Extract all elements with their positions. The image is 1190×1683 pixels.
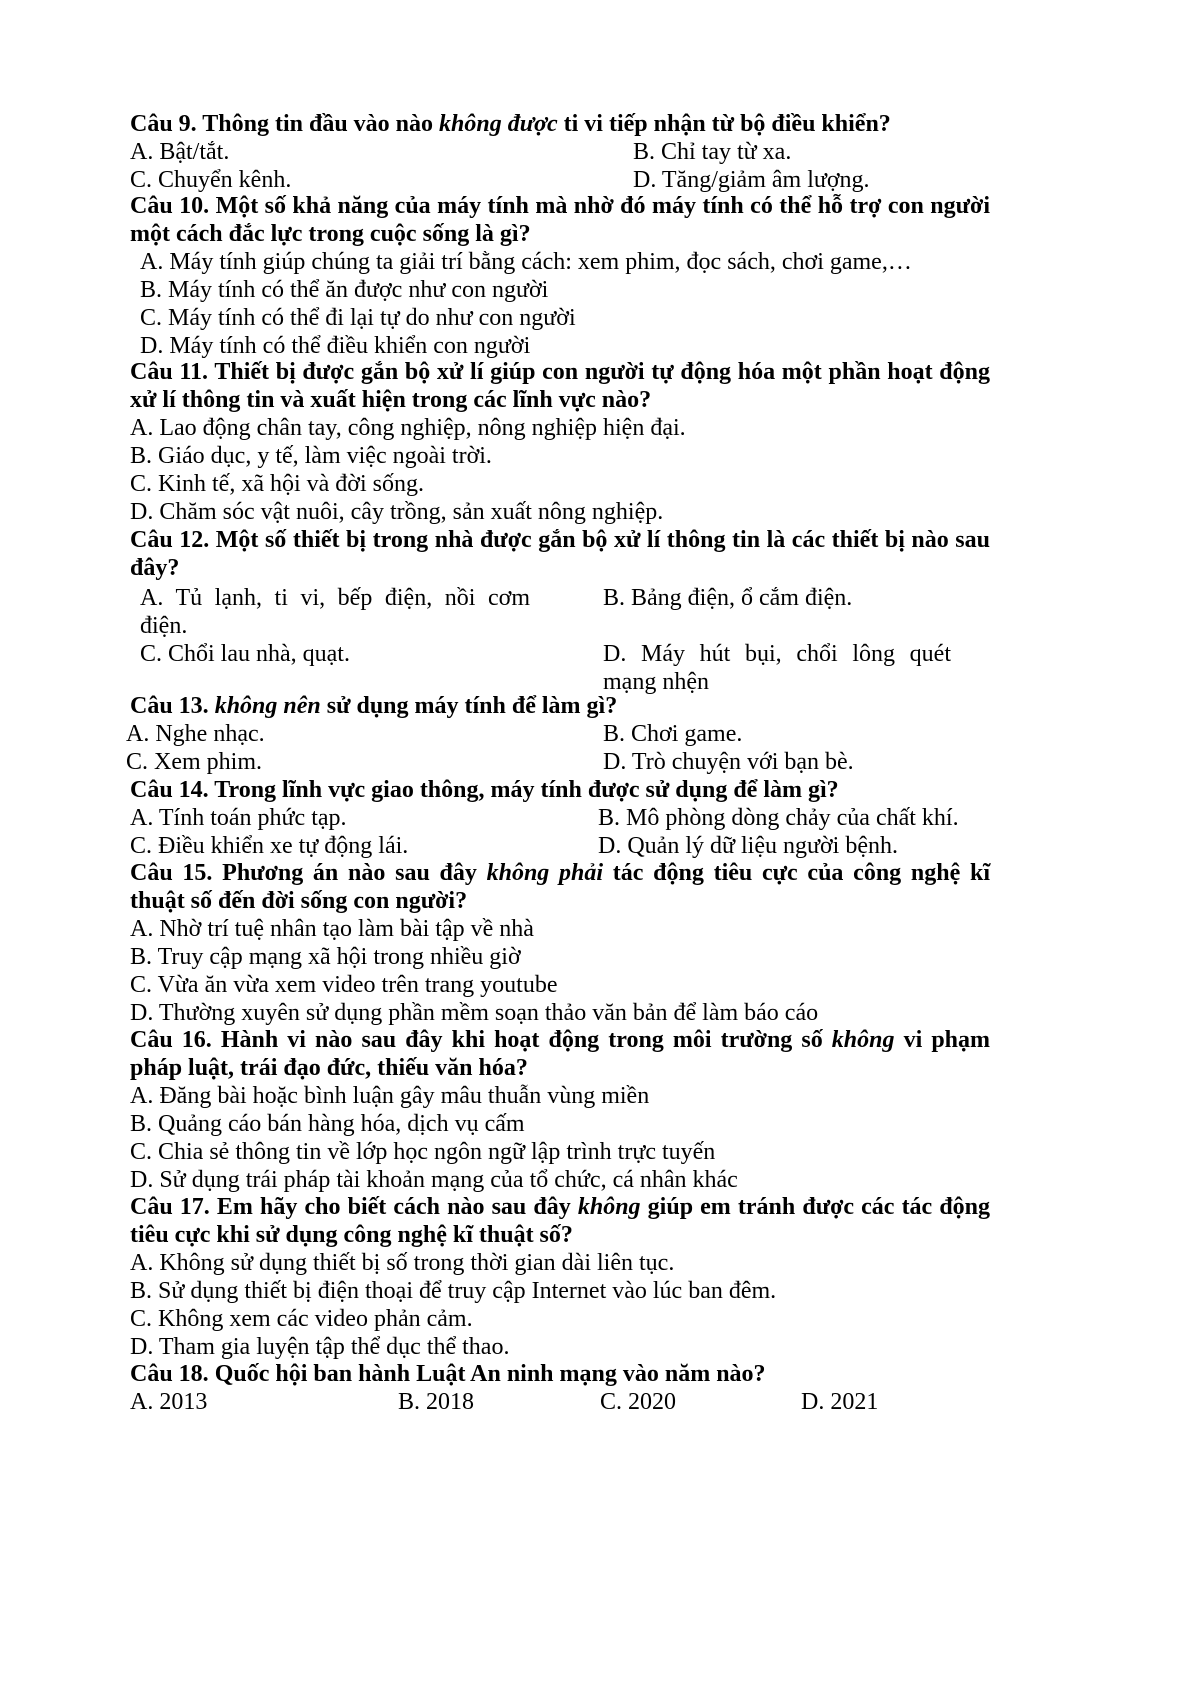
question-11 <box>130 358 990 526</box>
option-a: A. Lao động chân tay, công nghiệp, nông nghiệp hiện đại. <box>130 415 686 441</box>
option-d: D. Thường xuyên sử dụng phần mềm soạn thảo văn bản để làm báo cáo <box>130 1000 819 1026</box>
option-d: D. Sử dụng trái pháp tài khoản mạng của tổ chức, cá nhân khác <box>130 1167 738 1193</box>
question-number: Câu 17. <box>130 1194 210 1220</box>
option-a: A. Máy tính giúp chúng ta giải trí bằng cách: xem phim, đọc sách, chơi game,… <box>140 249 912 275</box>
question-14 <box>130 776 990 860</box>
option-b: B. 2018 <box>398 1389 475 1415</box>
option-a: A. Nghe nhạc. <box>126 721 265 747</box>
question-number: Câu 9. <box>130 111 197 137</box>
question-number: Câu 15. <box>130 860 213 886</box>
option-b: B. Máy tính có thể ăn được như con người <box>140 277 549 303</box>
option-c: C. Chia sẻ thông tin về lớp học ngôn ngữ lập trình trực tuyến <box>130 1139 716 1165</box>
question-title: Câu 13. không nên sử dụng máy tính để làm gì? <box>130 693 618 719</box>
option-d: D. 2021 <box>801 1389 879 1415</box>
option-a: A. Đăng bài hoặc bình luận gây mâu thuẫn vùng miền <box>130 1083 650 1109</box>
option-b: B. Sử dụng thiết bị điện thoại để truy cập Internet vào lúc ban đêm. <box>130 1278 777 1304</box>
question-number: Câu 11. <box>130 359 209 385</box>
option-b: B. Giáo dục, y tế, làm việc ngoài trời. <box>130 443 492 469</box>
question-16 <box>130 1026 990 1194</box>
option-a: A. Tủ lạnh, ti vi, bếp điện, nồi cơm điện. <box>140 585 530 639</box>
option-b: B. Mô phòng dòng chảy của chất khí. <box>598 805 959 831</box>
option-b: B. Bảng điện, ổ cắm điện. <box>603 585 853 611</box>
question-number: Câu 13. <box>130 693 209 719</box>
question-number: Câu 12. <box>130 527 210 553</box>
question-18 <box>130 1360 990 1416</box>
question-title: Câu 14. Trong lĩnh vực giao thông, máy tính được sử dụng để làm gì? <box>130 777 839 803</box>
question-title: Câu 10. Một số khả năng của máy tính mà nhờ đó máy tính có thể hỗ trợ con người một cách đắc lực trong cuộc sống là gì? <box>130 193 990 247</box>
question-number: Câu 10. <box>130 193 210 219</box>
option-c: C. Máy tính có thể đi lại tự do như con người <box>140 305 576 331</box>
option-b: B. Chơi game. <box>603 721 743 747</box>
question-title: Câu 17. Em hãy cho biết cách nào sau đây không giúp em tránh được các tác động tiêu cực khi sử dụng công nghệ kĩ thuật số? <box>130 1194 991 1248</box>
option-a: A. 2013 <box>130 1389 208 1415</box>
option-d: D. Trò chuyện với bạn bè. <box>603 749 854 775</box>
option-d: D. Quản lý dữ liệu người bệnh. <box>598 833 898 859</box>
question-17 <box>130 1193 990 1361</box>
option-a: A. Bật/tắt. <box>130 139 230 165</box>
option-a: A. Không sử dụng thiết bị số trong thời gian dài liên tục. <box>130 1250 675 1276</box>
question-number: Câu 18. <box>130 1361 209 1387</box>
question-number: Câu 14. <box>130 777 209 803</box>
option-d: D. Máy hút bụi, chổi lông quét mạng nhện <box>603 641 951 695</box>
question-title: Câu 12. Một số thiết bị trong nhà được gắn bộ xử lí thông tin là các thiết bị nào sau đây? <box>130 527 990 581</box>
question-title: Câu 9. Thông tin đầu vào nào không được ti vi tiếp nhận từ bộ điều khiển? <box>130 111 891 137</box>
option-c: C. 2020 <box>600 1389 677 1415</box>
option-c: C. Xem phim. <box>126 749 262 775</box>
question-12 <box>130 526 990 696</box>
question-title: Câu 15. Phương án nào sau đây không phải tác động tiêu cực của công nghệ kĩ thuật số đến đời sống con người? <box>130 860 990 914</box>
option-c: C. Chuyển kênh. <box>130 167 292 193</box>
option-b: B. Truy cập mạng xã hội trong nhiều giờ <box>130 944 521 970</box>
option-d: D. Tham gia luyện tập thể dục thể thao. <box>130 1334 510 1360</box>
option-c: C. Kinh tế, xã hội và đời sống. <box>130 471 424 497</box>
option-c: C. Chổi lau nhà, quạt. <box>140 641 350 667</box>
option-b: B. Chỉ tay từ xa. <box>633 139 792 165</box>
question-title: Câu 16. Hành vi nào sau đây khi hoạt động trong môi trường số không vi phạm pháp luật, trái đạo đức, thiếu văn hóa? <box>130 1027 991 1081</box>
question-15 <box>130 859 990 1027</box>
question-10 <box>130 192 990 360</box>
question-title: Câu 18. Quốc hội ban hành Luật An ninh mạng vào năm nào? <box>130 1361 766 1387</box>
option-a: A. Nhờ trí tuệ nhân tạo làm bài tập về nhà <box>130 916 534 942</box>
question-9 <box>130 110 990 194</box>
question-title: Câu 11. Thiết bị được gắn bộ xử lí giúp con người tự động hóa một phần hoạt động xử lí thông tin và xuất hiện trong các lĩnh vực nào? <box>130 359 990 413</box>
option-d: D. Tăng/giảm âm lượng. <box>633 167 870 193</box>
option-c: C. Điều khiển xe tự động lái. <box>130 833 409 859</box>
question-number: Câu 16. <box>130 1027 212 1053</box>
option-d: D. Máy tính có thể điều khiển con người <box>140 333 531 359</box>
question-13 <box>126 692 986 776</box>
option-c: C. Không xem các video phản cảm. <box>130 1306 473 1332</box>
option-a: A. Tính toán phức tạp. <box>130 805 347 831</box>
option-b: B. Quảng cáo bán hàng hóa, dịch vụ cấm <box>130 1111 525 1137</box>
option-c: C. Vừa ăn vừa xem video trên trang youtube <box>130 972 558 998</box>
option-d: D. Chăm sóc vật nuôi, cây trồng, sản xuất nông nghiệp. <box>130 499 664 525</box>
